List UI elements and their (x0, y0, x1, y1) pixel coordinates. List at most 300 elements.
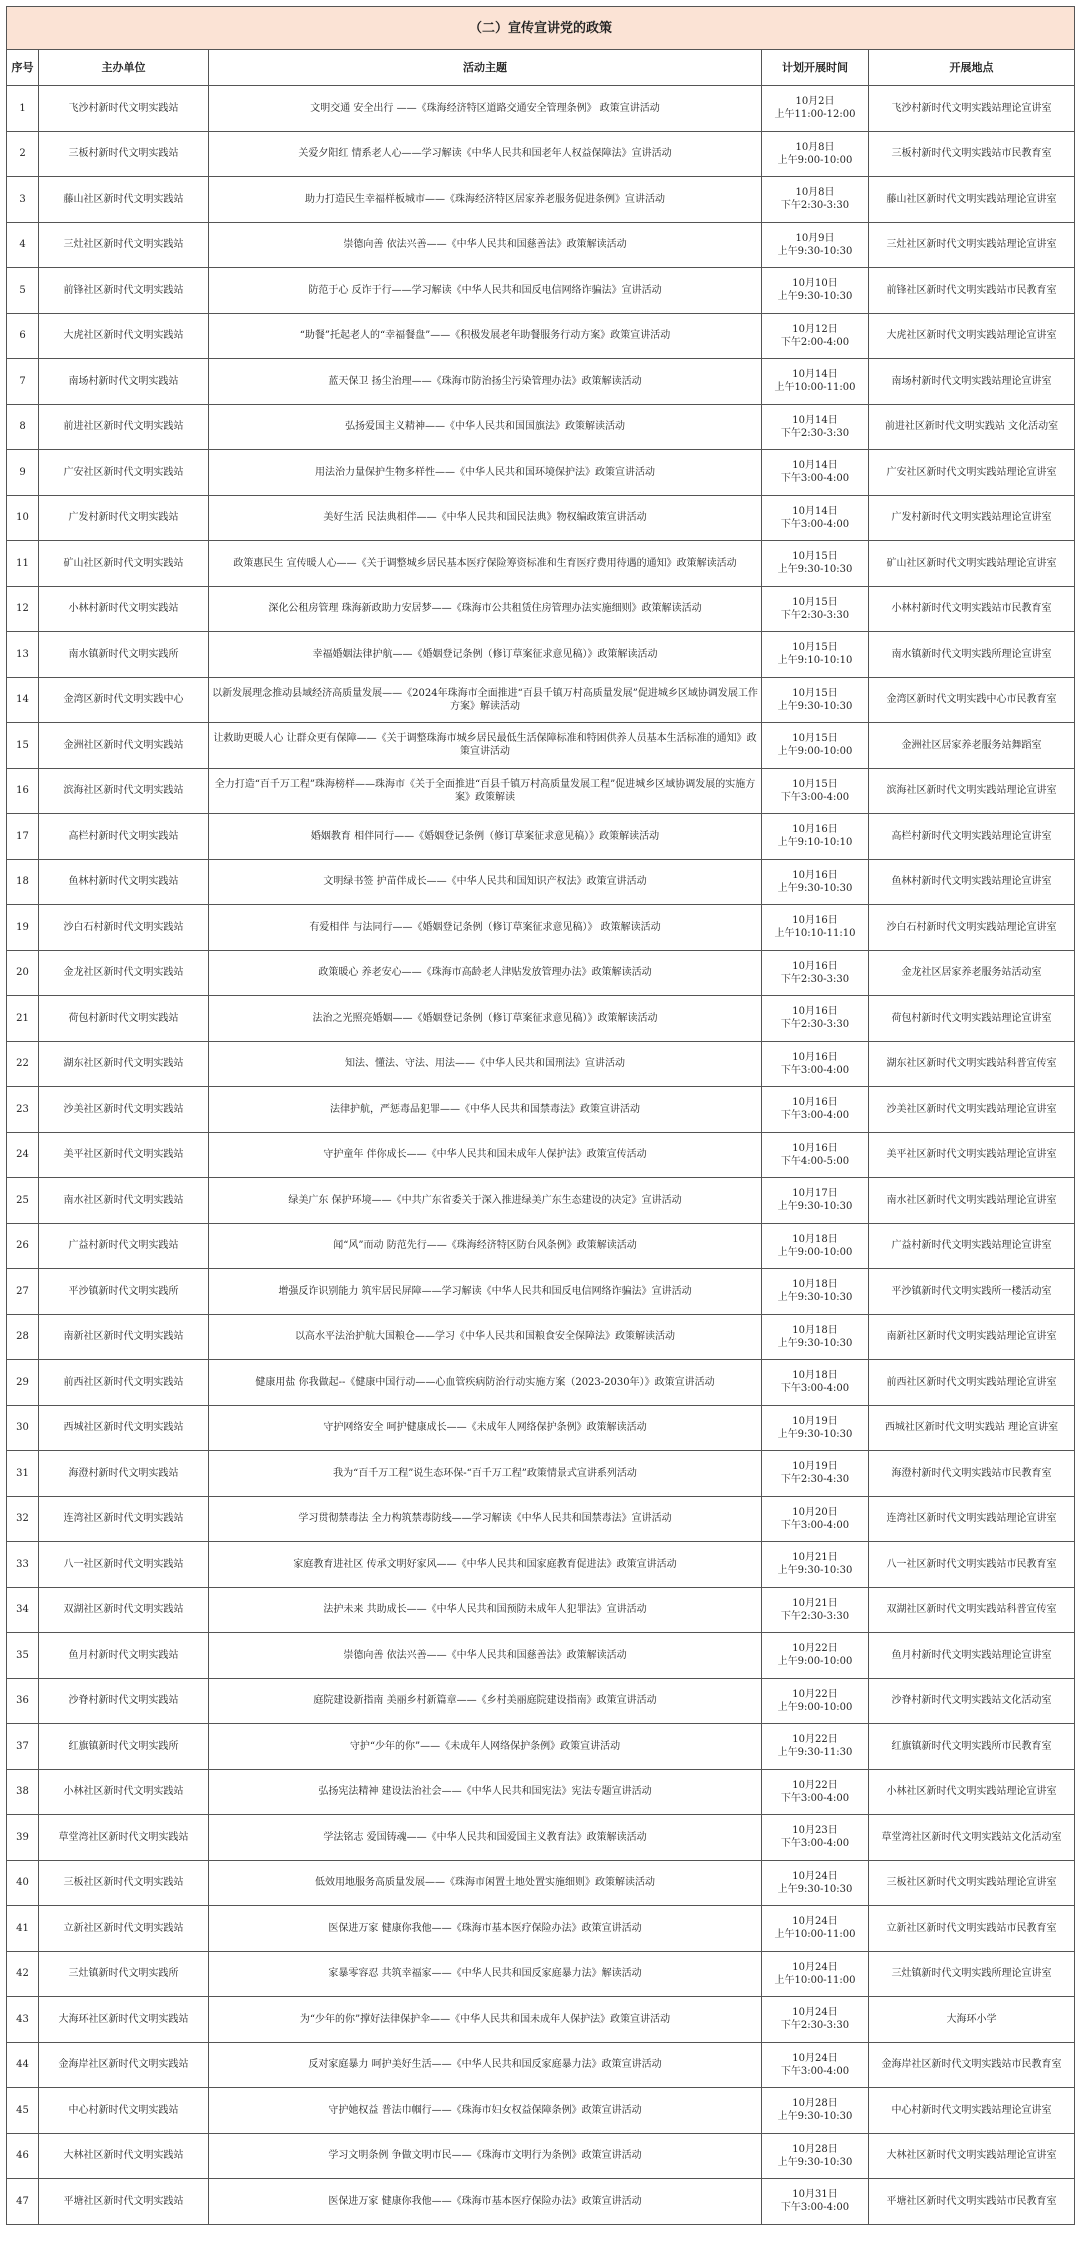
row-date: 10月15日 (792, 551, 838, 563)
row-hours: 上午9:00-10:00 (777, 1701, 853, 1713)
row-organizer: 双湖社区新时代文明实践站 (39, 1587, 209, 1633)
row-place: 沙白石村新时代文明实践站理论宣讲室 (869, 905, 1075, 951)
row-index: 31 (7, 1451, 39, 1497)
row-topic: 以新发展理念推动县域经济高质量发展——《2024年珠海市全面推进“百县千镇万村高质量发展”促进城乡区域协调发展工作方案》解读活动 (209, 677, 762, 723)
row-topic: 文明交通 安全出行 ——《珠海经济特区道路交通安全管理条例》 政策宣讲活动 (209, 86, 762, 132)
row-organizer: 金洲社区新时代文明实践站 (39, 723, 209, 769)
row-time (762, 541, 869, 587)
policy-schedule-document (6, 6, 1074, 2225)
row-place: 鱼月村新时代文明实践站理论宣讲室 (869, 1633, 1075, 1679)
row-place: 高栏村新时代文明实践站理论宣讲室 (869, 814, 1075, 860)
table-row (7, 1769, 1075, 1815)
row-topic: 政策暖心 养老安心——《珠海市高龄老人津贴发放管理办法》政策解读活动 (209, 950, 762, 996)
row-organizer: 沙美社区新时代文明实践站 (39, 1087, 209, 1133)
table-row (7, 1724, 1075, 1770)
row-topic: 以高水平法治护航大国粮仓——学习《中华人民共和国粮食安全保障法》政策解读活动 (209, 1314, 762, 1360)
table-row (7, 268, 1075, 314)
row-organizer: 广发村新时代文明实践站 (39, 495, 209, 541)
row-time (762, 1906, 869, 1952)
table-row (7, 222, 1075, 268)
activity-table (6, 6, 1075, 2225)
row-organizer: 南水社区新时代文明实践站 (39, 1178, 209, 1224)
row-organizer: 藤山社区新时代文明实践站 (39, 177, 209, 223)
table-row (7, 1906, 1075, 1952)
row-hours: 下午3:00-4:00 (780, 2202, 850, 2214)
row-index: 8 (7, 404, 39, 450)
row-topic: 用法治力量保护生物多样性——《中华人民共和国环境保护法》政策宣讲活动 (209, 450, 762, 496)
row-topic: 幸福婚姻法律护航——《婚姻登记条例（修订草案征求意见稿）》政策解读活动 (209, 632, 762, 678)
row-index: 33 (7, 1542, 39, 1588)
row-topic: 家庭教育进社区 传承文明好家风——《中华人民共和国家庭教育促进法》政策宣讲活动 (209, 1542, 762, 1588)
row-topic: 政策惠民生 宣传暖人心——《关于调整城乡居民基本医疗保险筹资标准和生育医疗费用待遇的通知》政策解读活动 (209, 541, 762, 587)
row-place: 矿山社区新时代文明实践站理论宣讲室 (869, 541, 1075, 587)
row-time (762, 2088, 869, 2134)
row-index: 20 (7, 950, 39, 996)
row-index: 14 (7, 677, 39, 723)
row-place: 三板村新时代文明实践站市民教育室 (869, 131, 1075, 177)
row-hours: 下午2:30-3:30 (780, 609, 850, 621)
table-row (7, 814, 1075, 860)
row-organizer: 鱼林村新时代文明实践站 (39, 859, 209, 905)
row-organizer: 金龙社区新时代文明实践站 (39, 950, 209, 996)
row-hours: 下午4:00-5:00 (780, 1155, 850, 1167)
row-organizer: 三板村新时代文明实践站 (39, 131, 209, 177)
row-time (762, 1951, 869, 1997)
column-header-row (7, 50, 1075, 86)
table-row (7, 2042, 1075, 2088)
row-hours: 下午2:30-3:30 (780, 1610, 850, 1622)
row-time (762, 313, 869, 359)
row-hours: 上午9:30-10:30 (777, 2111, 853, 2123)
row-time (762, 1496, 869, 1542)
row-topic: 助力打造民生幸福样板城市——《珠海经济特区居家养老服务促进条例》宣讲活动 (209, 177, 762, 223)
row-date: 10月23日 (792, 1825, 838, 1837)
row-place: 美平社区新时代文明实践站理论宣讲室 (869, 1132, 1075, 1178)
table-row (7, 177, 1075, 223)
row-topic: 守护童年 伴你成长——《中华人民共和国未成年人保护法》政策宣传活动 (209, 1132, 762, 1178)
row-date: 10月21日 (792, 1597, 838, 1609)
row-index: 40 (7, 1860, 39, 1906)
row-date: 10月18日 (792, 1370, 838, 1382)
table-row (7, 1405, 1075, 1451)
row-organizer: 沙脊村新时代文明实践站 (39, 1678, 209, 1724)
row-hours: 上午10:10-11:10 (774, 928, 856, 940)
row-hours: 上午9:00-10:00 (777, 746, 853, 758)
row-date: 10月15日 (792, 596, 838, 608)
row-place: 荷包村新时代文明实践站理论宣讲室 (869, 996, 1075, 1042)
row-index: 9 (7, 450, 39, 496)
table-row (7, 768, 1075, 814)
row-place: 大海环小学 (869, 1997, 1075, 2043)
row-hours: 上午10:00-11:00 (774, 1929, 856, 1941)
row-index: 45 (7, 2088, 39, 2134)
row-hours: 上午9:30-10:30 (777, 1428, 853, 1440)
row-time (762, 2042, 869, 2088)
row-place: 大虎社区新时代文明实践站理论宣讲室 (869, 313, 1075, 359)
header-place: 开展地点 (869, 50, 1075, 86)
row-organizer: 小林村新时代文明实践站 (39, 586, 209, 632)
row-date: 10月9日 (795, 232, 835, 244)
table-row (7, 1860, 1075, 1906)
row-topic: 家暴零容忍 共筑幸福家——《中华人民共和国反家庭暴力法》解读活动 (209, 1951, 762, 1997)
row-time (762, 1997, 869, 2043)
header-index: 序号 (7, 50, 39, 86)
row-place: 飞沙村新时代文明实践站理论宣讲室 (869, 86, 1075, 132)
row-date: 10月8日 (795, 187, 835, 199)
table-body (7, 86, 1075, 2225)
row-time (762, 1451, 869, 1497)
row-hours: 下午2:00-4:00 (780, 336, 850, 348)
row-time (762, 2133, 869, 2179)
row-organizer: 广益村新时代文明实践站 (39, 1223, 209, 1269)
row-date: 10月18日 (792, 1324, 838, 1336)
row-organizer: 前西社区新时代文明实践站 (39, 1360, 209, 1406)
header-topic: 活动主题 (209, 50, 762, 86)
row-place: 前进社区新时代文明实践站 文化活动室 (869, 404, 1075, 450)
row-topic: 闻“风”而动 防范先行——《珠海经济特区防台风条例》政策解读活动 (209, 1223, 762, 1269)
row-index: 41 (7, 1906, 39, 1952)
row-time (762, 632, 869, 678)
row-index: 37 (7, 1724, 39, 1770)
row-hours: 上午9:30-10:30 (777, 1337, 853, 1349)
row-topic: 弘扬宪法精神 建设法治社会——《中华人民共和国宪法》宪法专题宣讲活动 (209, 1769, 762, 1815)
row-hours: 下午2:30-4:30 (780, 1474, 850, 1486)
row-place: 草堂湾社区新时代文明实践站文化活动室 (869, 1815, 1075, 1861)
row-date: 10月22日 (792, 1643, 838, 1655)
row-time (762, 996, 869, 1042)
row-organizer: 中心村新时代文明实践站 (39, 2088, 209, 2134)
row-topic: 学习贯彻禁毒法 全力构筑禁毒防线——学习解读《中华人民共和国禁毒法》宣讲活动 (209, 1496, 762, 1542)
row-hours: 上午9:00-10:00 (777, 154, 853, 166)
row-index: 13 (7, 632, 39, 678)
row-index: 44 (7, 2042, 39, 2088)
row-place: 平沙镇新时代文明实践所一楼活动室 (869, 1269, 1075, 1315)
row-organizer: 三板社区新时代文明实践站 (39, 1860, 209, 1906)
table-row (7, 723, 1075, 769)
table-row (7, 1223, 1075, 1269)
row-date: 10月22日 (792, 1688, 838, 1700)
row-place: 南场村新时代文明实践站理论宣讲室 (869, 359, 1075, 405)
table-row (7, 2088, 1075, 2134)
row-index: 17 (7, 814, 39, 860)
row-topic: 绿美广东 保护环境——《中共广东省委关于深入推进绿美广东生态建设的决定》宣讲活动 (209, 1178, 762, 1224)
row-organizer: 连湾社区新时代文明实践站 (39, 1496, 209, 1542)
row-time (762, 1360, 869, 1406)
row-topic: 低效用地服务高质量发展——《珠海市闲置土地处置实施细则》政策解读活动 (209, 1860, 762, 1906)
table-row (7, 359, 1075, 405)
row-organizer: 小林社区新时代文明实践站 (39, 1769, 209, 1815)
row-place: 三板社区新时代文明实践站理论宣讲室 (869, 1860, 1075, 1906)
row-index: 28 (7, 1314, 39, 1360)
row-time (762, 1314, 869, 1360)
row-hours: 上午9:30-10:30 (777, 1565, 853, 1577)
table-row (7, 1451, 1075, 1497)
table-row (7, 2179, 1075, 2225)
row-hours: 下午3:00-4:00 (780, 2065, 850, 2077)
row-time (762, 131, 869, 177)
row-time (762, 2179, 869, 2225)
row-organizer: 前锋社区新时代文明实践站 (39, 268, 209, 314)
row-date: 10月16日 (792, 960, 838, 972)
row-time (762, 177, 869, 223)
row-topic: 文明绿书签 护苗伴成长——《中华人民共和国知识产权法》政策宣讲活动 (209, 859, 762, 905)
row-index: 42 (7, 1951, 39, 1997)
row-index: 2 (7, 131, 39, 177)
row-organizer: 三灶镇新时代文明实践所 (39, 1951, 209, 1997)
row-time (762, 1769, 869, 1815)
row-date: 10月24日 (792, 1961, 838, 1973)
row-time (762, 814, 869, 860)
row-index: 38 (7, 1769, 39, 1815)
row-hours: 下午2:30-3:30 (780, 427, 850, 439)
row-place: 金湾区新时代文明实践中心市民教育室 (869, 677, 1075, 723)
row-hours: 上午9:30-10:30 (777, 291, 853, 303)
table-row (7, 1360, 1075, 1406)
row-time (762, 723, 869, 769)
row-date: 10月2日 (795, 96, 835, 108)
row-organizer: 大虎社区新时代文明实践站 (39, 313, 209, 359)
row-date: 10月19日 (792, 1415, 838, 1427)
row-index: 36 (7, 1678, 39, 1724)
row-time (762, 1860, 869, 1906)
row-topic: 有爱相伴 与法同行——《婚姻登记条例（修订草案征求意见稿）》 政策解读活动 (209, 905, 762, 951)
table-title-row (7, 7, 1075, 50)
row-place: 平塘社区新时代文明实践站市民教育室 (869, 2179, 1075, 2225)
row-topic: 婚姻教育 相伴同行——《婚姻登记条例（修订草案征求意见稿）》政策解读活动 (209, 814, 762, 860)
row-hours: 上午9:00-10:00 (777, 1246, 853, 1258)
table-row (7, 1132, 1075, 1178)
row-organizer: 南水镇新时代文明实践所 (39, 632, 209, 678)
row-index: 29 (7, 1360, 39, 1406)
table-row (7, 1542, 1075, 1588)
row-index: 22 (7, 1041, 39, 1087)
row-place: 湖东社区新时代文明实践站科普宣传室 (869, 1041, 1075, 1087)
table-row (7, 131, 1075, 177)
row-topic: 学法铭志 爱国铸魂——《中华人民共和国爱国主义教育法》政策解读活动 (209, 1815, 762, 1861)
row-topic: 崇德向善 依法兴善——《中华人民共和国慈善法》政策解读活动 (209, 1633, 762, 1679)
row-place: 八一社区新时代文明实践站市民教育室 (869, 1542, 1075, 1588)
table-row (7, 1314, 1075, 1360)
row-index: 25 (7, 1178, 39, 1224)
row-organizer: 红旗镇新时代文明实践所 (39, 1724, 209, 1770)
row-hours: 下午2:30-3:30 (780, 2020, 850, 2032)
row-date: 10月10日 (792, 278, 838, 290)
table-row (7, 586, 1075, 632)
row-hours: 上午9:00-10:00 (777, 1656, 853, 1668)
row-place: 沙美社区新时代文明实践站理论宣讲室 (869, 1087, 1075, 1133)
row-index: 10 (7, 495, 39, 541)
row-hours: 下午2:30-3:30 (780, 973, 850, 985)
row-topic: 美好生活 民法典相伴——《中华人民共和国民法典》物权编政策宣讲活动 (209, 495, 762, 541)
row-organizer: 高栏村新时代文明实践站 (39, 814, 209, 860)
row-organizer: 前进社区新时代文明实践站 (39, 404, 209, 450)
row-date: 10月17日 (792, 1188, 838, 1200)
row-topic: 反对家庭暴力 呵护美好生活——《中华人民共和国反家庭暴力法》政策宣讲活动 (209, 2042, 762, 2088)
row-place: 金龙社区居家养老服务站活动室 (869, 950, 1075, 996)
row-topic: 学习文明条例 争做文明市民——《珠海市文明行为条例》政策宣讲活动 (209, 2133, 762, 2179)
row-place: 广益村新时代文明实践站理论宣讲室 (869, 1223, 1075, 1269)
row-topic: 增强反诈识别能力 筑牢居民屏障——学习解读《中华人民共和国反电信网络诈骗法》宣讲活动 (209, 1269, 762, 1315)
row-index: 39 (7, 1815, 39, 1861)
row-time (762, 1633, 869, 1679)
row-time (762, 86, 869, 132)
row-date: 10月14日 (792, 505, 838, 517)
row-date: 10月15日 (792, 733, 838, 745)
row-topic: 守护网络安全 呵护健康成长——《未成年人网络保护条例》政策解读活动 (209, 1405, 762, 1451)
row-date: 10月18日 (792, 1279, 838, 1291)
row-place: 金海岸社区新时代文明实践站市民教育室 (869, 2042, 1075, 2088)
row-date: 10月14日 (792, 414, 838, 426)
row-time (762, 1587, 869, 1633)
row-hours: 下午2:30-3:30 (780, 200, 850, 212)
table-row (7, 541, 1075, 587)
row-hours: 上午9:30-10:30 (777, 700, 853, 712)
row-place: 立新社区新时代文明实践站市民教育室 (869, 1906, 1075, 1952)
row-hours: 上午9:30-10:30 (777, 1883, 853, 1895)
row-date: 10月21日 (792, 1552, 838, 1564)
row-time (762, 1542, 869, 1588)
row-organizer: 美平社区新时代文明实践站 (39, 1132, 209, 1178)
row-index: 47 (7, 2179, 39, 2225)
row-organizer: 滨海社区新时代文明实践站 (39, 768, 209, 814)
row-organizer: 海澄村新时代文明实践站 (39, 1451, 209, 1497)
row-date: 10月15日 (792, 778, 838, 790)
row-place: 南水社区新时代文明实践站理论宣讲室 (869, 1178, 1075, 1224)
row-place: 广安社区新时代文明实践站理论宣讲室 (869, 450, 1075, 496)
row-topic: 深化公租房管理 珠海新政助力安居梦——《珠海市公共租赁住房管理办法实施细则》政策解读活动 (209, 586, 762, 632)
row-topic: “助餐”托起老人的“幸福餐盘”——《积极发展老年助餐服务行动方案》政策宣讲活动 (209, 313, 762, 359)
row-index: 3 (7, 177, 39, 223)
table-row (7, 632, 1075, 678)
table-row (7, 1633, 1075, 1679)
row-topic: 为“少年的你”撑好法律保护伞——《中华人民共和国未成年人保护法》政策宣讲活动 (209, 1997, 762, 2043)
row-organizer: 大林社区新时代文明实践站 (39, 2133, 209, 2179)
table-row (7, 313, 1075, 359)
row-hours: 下午3:00-4:00 (780, 473, 850, 485)
row-index: 46 (7, 2133, 39, 2179)
row-time (762, 586, 869, 632)
row-place: 三灶社区新时代文明实践站理论宣讲室 (869, 222, 1075, 268)
row-organizer: 南新社区新时代文明实践站 (39, 1314, 209, 1360)
table-row (7, 1087, 1075, 1133)
row-date: 10月16日 (792, 1006, 838, 1018)
row-organizer: 平塘社区新时代文明实践站 (39, 2179, 209, 2225)
row-topic: 防范于心 反诈于行——学习解读《中华人民共和国反电信网络诈骗法》宣讲活动 (209, 268, 762, 314)
table-row (7, 404, 1075, 450)
row-date: 10月28日 (792, 2143, 838, 2155)
row-place: 小林村新时代文明实践站市民教育室 (869, 586, 1075, 632)
row-date: 10月16日 (792, 869, 838, 881)
row-place: 前西社区新时代文明实践站理论宣讲室 (869, 1360, 1075, 1406)
row-topic: 全力打造“百千万工程”珠海榜样——珠海市《关于全面推进“百县千镇万村高质量发展工程”促进城乡区域协调发展的实施方案》政策解读 (209, 768, 762, 814)
row-time (762, 268, 869, 314)
row-index: 15 (7, 723, 39, 769)
row-index: 18 (7, 859, 39, 905)
table-row (7, 450, 1075, 496)
row-index: 35 (7, 1633, 39, 1679)
row-index: 32 (7, 1496, 39, 1542)
row-time (762, 1223, 869, 1269)
row-time (762, 768, 869, 814)
row-organizer: 金海岸社区新时代文明实践站 (39, 2042, 209, 2088)
row-date: 10月14日 (792, 369, 838, 381)
row-place: 藤山社区新时代文明实践站理论宣讲室 (869, 177, 1075, 223)
row-time (762, 950, 869, 996)
row-time (762, 1132, 869, 1178)
table-row (7, 905, 1075, 951)
row-time (762, 905, 869, 951)
row-index: 24 (7, 1132, 39, 1178)
row-time (762, 1678, 869, 1724)
row-place: 海澄村新时代文明实践站市民教育室 (869, 1451, 1075, 1497)
row-topic: 庭院建设新指南 美丽乡村新篇章——《乡村美丽庭院建设指南》政策宣讲活动 (209, 1678, 762, 1724)
row-index: 23 (7, 1087, 39, 1133)
row-date: 10月16日 (792, 1051, 838, 1063)
table-row (7, 996, 1075, 1042)
row-hours: 下午3:00-4:00 (780, 1519, 850, 1531)
row-topic: 医保进万家 健康你我他——《珠海市基本医疗保险办法》政策宣讲活动 (209, 2179, 762, 2225)
table-row (7, 1496, 1075, 1542)
row-index: 7 (7, 359, 39, 405)
row-time (762, 1087, 869, 1133)
row-date: 10月16日 (792, 1142, 838, 1154)
row-hours: 下午2:30-3:30 (780, 1019, 850, 1031)
row-place: 广发村新时代文明实践站理论宣讲室 (869, 495, 1075, 541)
row-topic: 法护未来 共助成长——《中华人民共和国预防未成年人犯罪法》宣讲活动 (209, 1587, 762, 1633)
row-time (762, 359, 869, 405)
row-topic: 关爱夕阳红 情系老人心——学习解读《中华人民共和国老年人权益保障法》宣讲活动 (209, 131, 762, 177)
row-organizer: 八一社区新时代文明实践站 (39, 1542, 209, 1588)
row-time (762, 677, 869, 723)
row-hours: 上午9:10-10:10 (777, 837, 853, 849)
row-time (762, 1041, 869, 1087)
row-date: 10月16日 (792, 915, 838, 927)
row-index: 26 (7, 1223, 39, 1269)
row-place: 三灶镇新时代文明实践所理论宣讲室 (869, 1951, 1075, 1997)
row-organizer: 西城社区新时代文明实践站 (39, 1405, 209, 1451)
table-row (7, 1041, 1075, 1087)
row-date: 10月31日 (792, 2189, 838, 2201)
row-date: 10月8日 (795, 141, 835, 153)
row-hours: 上午9:30-10:30 (777, 1201, 853, 1213)
row-topic: 知法、懂法、守法、用法——《中华人民共和国刑法》宣讲活动 (209, 1041, 762, 1087)
row-date: 10月28日 (792, 2098, 838, 2110)
row-place: 沙脊村新时代文明实践站文化活动室 (869, 1678, 1075, 1724)
row-time (762, 404, 869, 450)
row-time (762, 222, 869, 268)
row-time (762, 1269, 869, 1315)
row-topic: 弘扬爱国主义精神——《中华人民共和国国旗法》政策解读活动 (209, 404, 762, 450)
row-hours: 下午3:00-4:00 (780, 1383, 850, 1395)
row-date: 10月24日 (792, 1916, 838, 1928)
table-row (7, 677, 1075, 723)
row-topic: 让救助更暖人心 让群众更有保障——《关于调整珠海市城乡居民最低生活保障标准和特困供养人员基本生活标准的通知》政策宣讲活动 (209, 723, 762, 769)
row-index: 4 (7, 222, 39, 268)
row-topic: 医保进万家 健康你我他——《珠海市基本医疗保险办法》政策宣讲活动 (209, 1906, 762, 1952)
row-date: 10月24日 (792, 2007, 838, 2019)
row-hours: 下午3:00-4:00 (780, 518, 850, 530)
row-hours: 上午9:30-10:30 (777, 882, 853, 894)
row-date: 10月24日 (792, 1870, 838, 1882)
row-date: 10月15日 (792, 642, 838, 654)
row-place: 连湾社区新时代文明实践站理论宣讲室 (869, 1496, 1075, 1542)
row-index: 43 (7, 1997, 39, 2043)
table-row (7, 86, 1075, 132)
table-row (7, 2133, 1075, 2179)
row-topic: 健康用盐 你我做起--《健康中国行动——心血管疾病防治行动实施方案（2023-2030年）》政策宣讲活动 (209, 1360, 762, 1406)
row-organizer: 立新社区新时代文明实践站 (39, 1906, 209, 1952)
row-organizer: 沙白石村新时代文明实践站 (39, 905, 209, 951)
